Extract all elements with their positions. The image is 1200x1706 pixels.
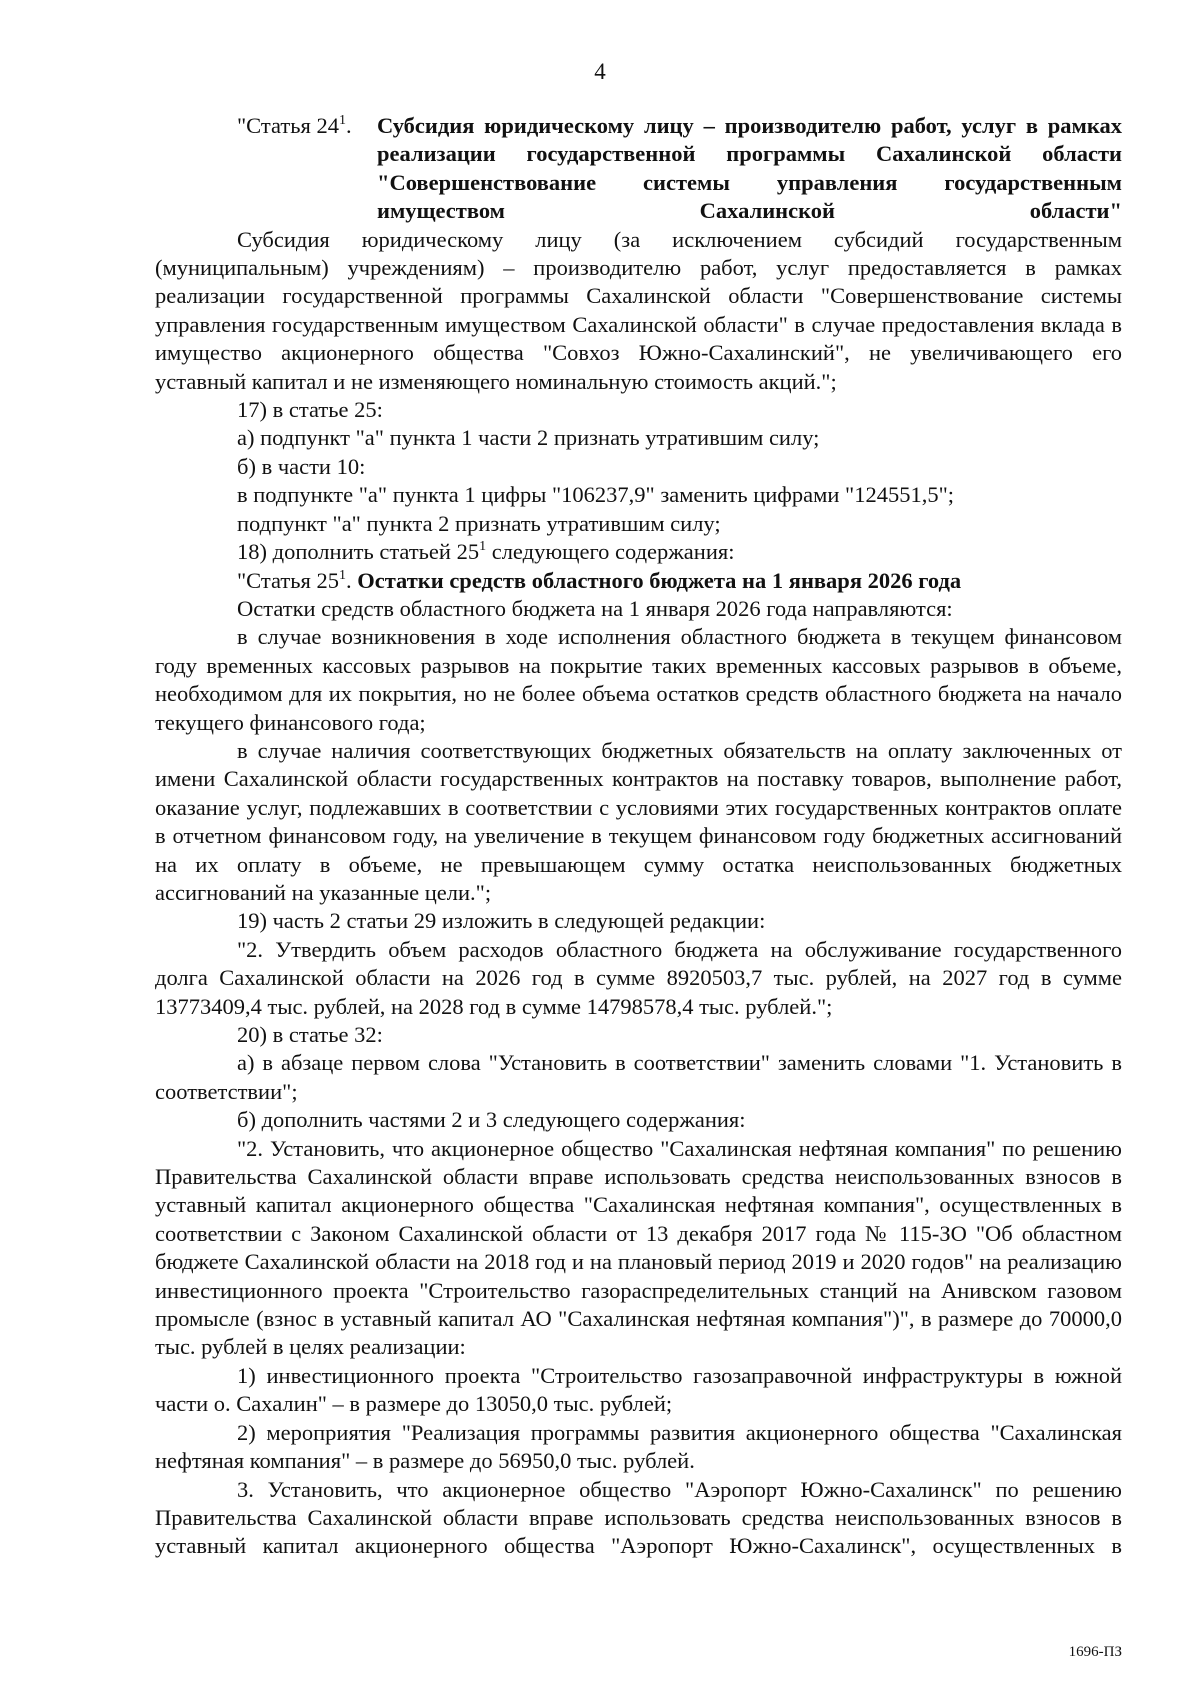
document-code: 1696-ПЗ [1068,1644,1122,1660]
item-20-a: а) в абзаце первом слова "Установить в соответствии" заменить словами "1. Установить в соответствии"; [155,1050,1122,1104]
article-24-1-label-text: "Статья 24 [237,113,339,138]
item-19-p1: "2. Утвердить объем расходов областного бюджета на обслуживание государственного долга Сахалинской области на 2026 год в сумме 8920503,7 тыс. рублей, на 2027 год в сумме 13773409,4 тыс. рублей, на 2028 год в сумме 14798578,4 тыс. рублей."; [155,936,1122,1019]
page-number: 4 [594,59,606,84]
item-17-intro: 17) в статье 25: [237,397,383,423]
article-25-1-p3: в случае наличия соответствующих бюджетных обязательств на оплату заключенных от имени Сахалинской области государственных контрактов на поставку товаров, выполнение работ, оказание услуг, подлежавших в соответствии с условиями этих государственных контрактов оплате в отчетном финансовом году, на увеличение в текущем финансовом году бюджетных ассигнований на их оплату в объеме, не превышающем сумму остатка неиспользованных бюджетных ассигнований на указанные цели."; [155,737,1122,905]
article-25-1-heading [155,567,1122,595]
article-25-1-title: Остатки средств областного бюджета на 1 января 2026 года [357,567,962,593]
article-25-1-p2: в случае возникновения в ходе исполнения областного бюджета в текущем финансовом году временных кассовых разрывов на покрытие таких временных кассовых разрывов в объеме, необходимом для их покрытия, но не более объема остатков средств областного бюджета на начало текущего финансового года; [155,624,1122,735]
article-24-1-title: Субсидия юридическому лицу – производителю работ, услуг в рамках реализации государственной программы Сахалинской области "Совершенствование системы управления государственным имуществом Сахалинской области" [377,113,1122,224]
article-24-1-label [155,112,377,140]
item-17-a: а) подпункт "а" пункта 1 части 2 признать утратившим силу; [237,425,820,451]
article-25-1-sup: 1 [338,567,346,583]
item-17-b1: в подпункте "а" пункта 1 цифры "106237,9" заменить цифрами "124551,5"; [237,482,955,508]
item-18-intro-text: 18) дополнить статьей 25 [237,539,480,565]
document-body [155,112,1122,1561]
item-18-intro [155,538,1122,566]
item-20-part-3: 3. Установить, что акционерное общество "Аэропорт Южно-Сахалинск" по решению Правительства Сахалинской области вправе использовать средства неиспользованных взносов в уставный капитал акционерного общества "Аэропорт Южно-Сахалинск", осуществленных в [155,1476,1122,1559]
item-20-intro: 20) в статье 32: [237,1022,383,1047]
item-17-b2: подпункт "а" пункта 2 признать утратившим силу; [237,510,721,536]
item-19-intro: 19) часть 2 статьи 29 изложить в следующей редакции: [237,908,766,934]
item-18-intro-sup: 1 [479,539,487,555]
item-20-part-2-2: 2) мероприятия "Реализация программы развития акционерного общества "Сахалинская нефтяная компания" – в размере до 56950,0 тыс. рублей. [155,1419,1122,1474]
item-20-b: б) дополнить частями 2 и 3 следующего содержания: [237,1107,746,1133]
article-24-1-heading [155,112,1122,226]
item-18-intro-tail: следующего содержания: [486,539,735,565]
article-25-1-p1: Остатки средств областного бюджета на 1 января 2026 года направляются: [237,595,953,621]
article-24-1-body: Субсидия юридическому лицу (за исключением субсидий государственным (муниципальным) учреждениям) – производителю работ, услуг предоставляется в рамках реализации государственной программы Сахалинской области "Совершенствование системы управления государственным имуществом Сахалинской области" в случае предоставления вклада в имущество акционерного общества "Совхоз Южно-Сахалинский", не увеличивающего его уставный капитал и не изменяющего номинальную стоимость акций."; [155,226,1122,394]
item-17-b: б) в части 10: [237,453,366,479]
article-25-1-label: "Статья 25 [237,567,339,593]
item-20-part-2-1: 1) инвестиционного проекта "Строительство газозаправочной инфраструктуры в южной части о. Сахалин" – в размере до 13050,0 тыс. рублей; [155,1362,1122,1417]
article-24-1-sup: 1 [338,113,346,128]
item-20-part-2: "2. Установить, что акционерное общество "Сахалинская нефтяная компания" по решению Правительства Сахалинской области вправе использовать средства неиспользованных взносов в уставный капитал акционерного общества "Сахалинская нефтяная компания", осуществленных в соответствии с Законом Сахалинской области от 13 декабря 2017 года № 115-ЗО "Об областном бюджете Сахалинской области на 2018 год и на плановый период 2019 и 2020 годов" на реализацию инвестиционного проекта "Строительство газораспределительных станций на Анивском газовом промысле (взнос в уставный капитал АО "Сахалинская нефтяная компания")", в размере до 70000,0 тыс. рублей в целях реализации: [155,1135,1122,1360]
article-25-1-sep: . [345,567,358,593]
article-24-1-sep: . [345,113,352,138]
